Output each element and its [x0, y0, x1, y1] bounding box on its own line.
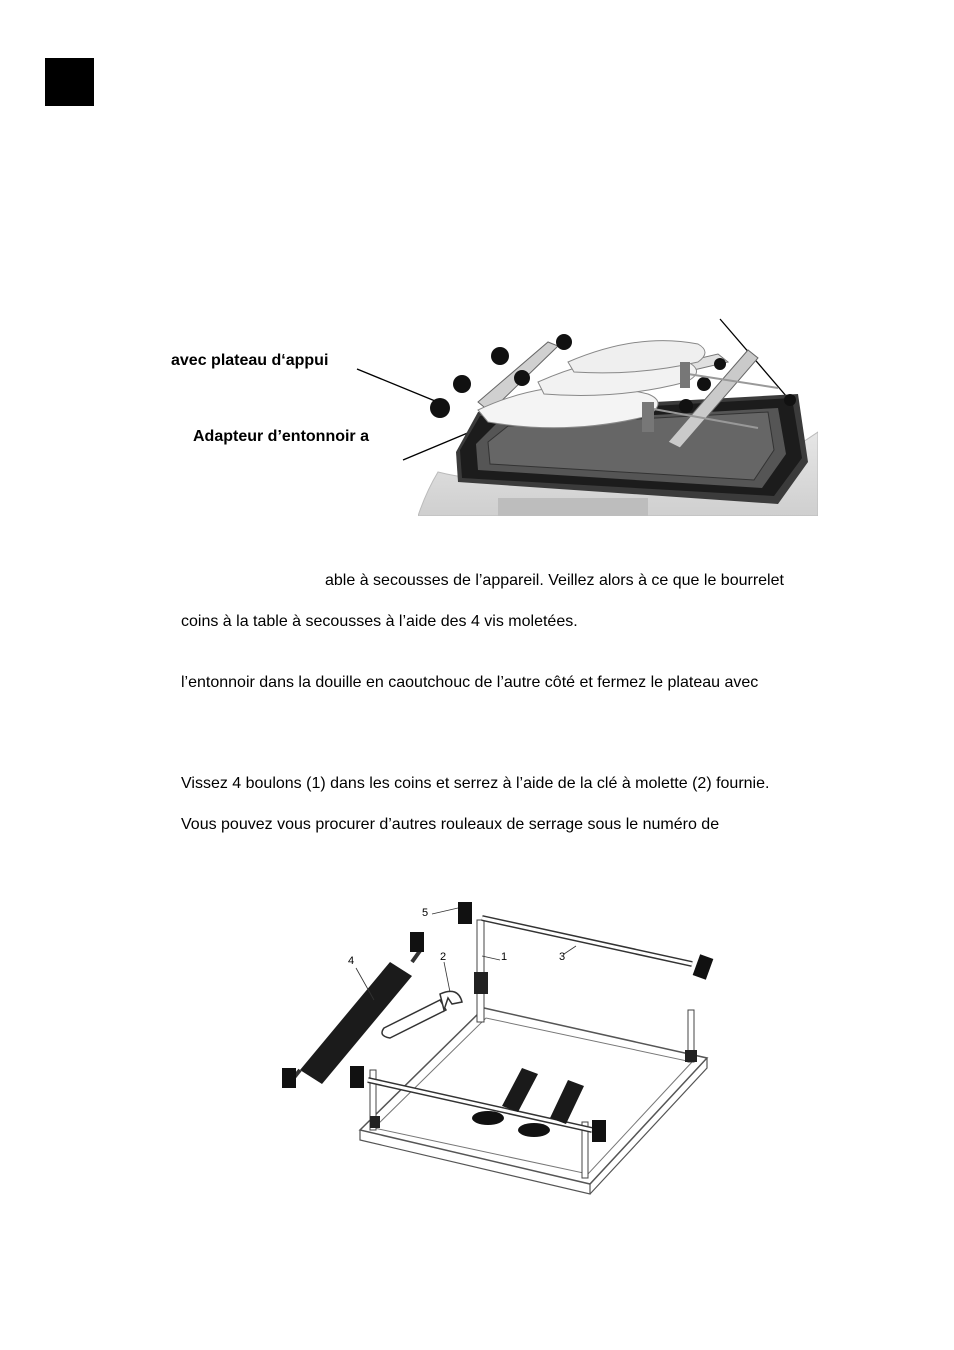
knob-part — [458, 902, 472, 924]
diagram-label-5: 5 — [422, 907, 429, 919]
paragraph-line-1: able à secousses de l’appareil. Veillez alors à ce que le bourrelet — [325, 572, 784, 589]
shaker-funnel-photo — [418, 332, 818, 516]
tray-frame-outer — [360, 1008, 707, 1184]
tray-frame-inner — [374, 1018, 692, 1174]
paragraph-line-3: l’entonnoir dans la douille en caoutchouc de l’autre côté et fermez le plateau avec — [181, 674, 759, 691]
callout-support-tray: avec plateau d‘appui — [171, 352, 329, 369]
diagram-label-2: 2 — [440, 951, 447, 963]
corner-post — [477, 920, 484, 1022]
paragraph-line-4: Vissez 4 boulons (1) dans les coins et serrez à l’aide de la clé à molette (2) fournie. — [181, 775, 770, 792]
callout-funnel-adapter: Adapteur d’entonnoir a — [193, 428, 369, 445]
paragraph-line-5: Vous pouvez vous procurer d’autres rouleaux de serrage sous le numéro de — [181, 816, 720, 833]
paragraph-line-2: coins à la table à secousses à l’aide des 4 vis moletées. — [181, 613, 578, 630]
wrench-part — [382, 1000, 446, 1038]
diagram-label-1: 1 — [501, 951, 508, 963]
diagram-label-4: 4 — [348, 955, 355, 967]
bolt-part — [474, 972, 488, 994]
diagram-label-3: 3 — [559, 951, 566, 963]
clamping-roller-assembly-diagram — [272, 890, 722, 1195]
